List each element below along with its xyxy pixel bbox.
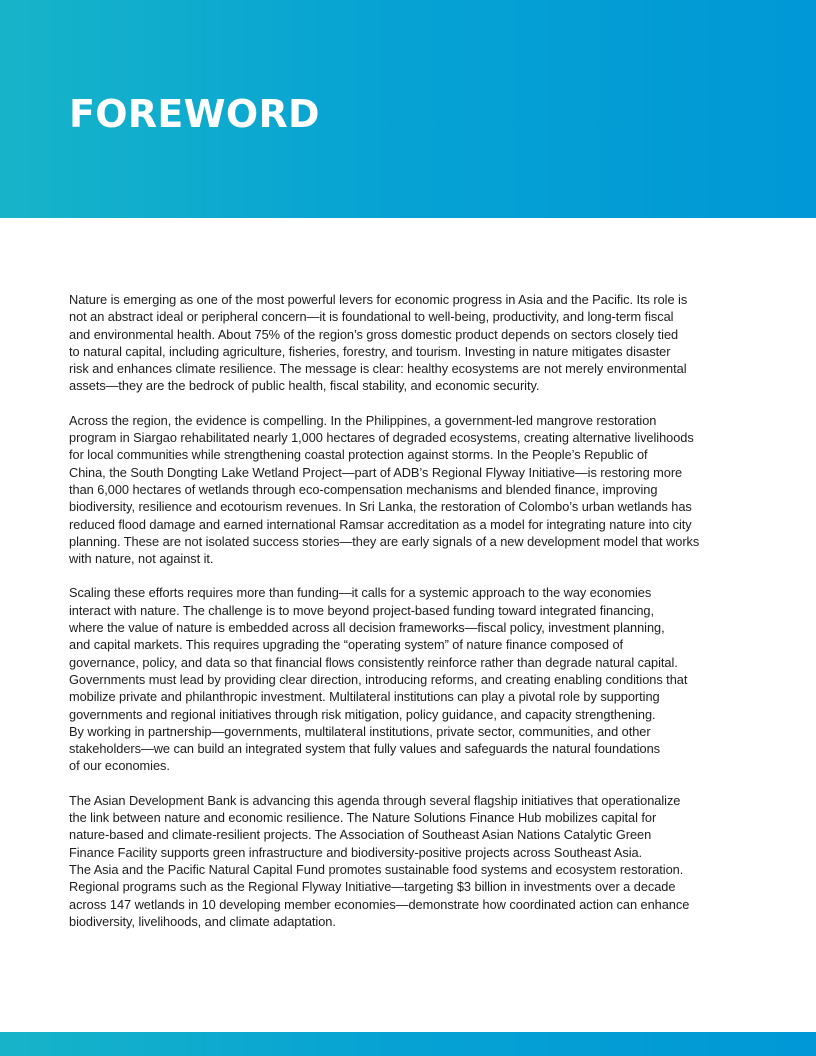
header-band (0, 0, 816, 218)
paragraph: Scaling these efforts requires more than funding—it calls for a systemic approach to the way economies interact with nature. The challenge is to move beyond project-based funding toward integrated financing, where the value of nature is embedded across all decision frameworks—fiscal policy, investment planning, and capital markets. This requires upgrading the “operating system” of nature finance composed of governance, policy, and data so that financial flows consistently reinforce rather than degrade natural capital. Governments must lead by providing clear direction, introducing reforms, and creating enabling conditions that mobilize private and philanthropic investment. Multilateral institutions can play a pivotal role by supporting governments and regional initiatives through risk mitigation, policy guidance, and capacity strengthening. By working in partnership—governments, multilateral institutions, private sector, communities, and other stakeholders—we can build an integrated system that fully values and safeguards the natural foundations of our economies. (69, 585, 688, 774)
foreword-body (69, 291, 733, 947)
paragraph: The Asian Development Bank is advancing this agenda through several flagship initiatives that operationalize the link between nature and economic resilience. The Nature Solutions Finance Hub mobilizes capital for nature-based and climate-resilient projects. The Association of Southeast Asian Nations Catalytic Green Finance Facility supports green infrastructure and biodiversity-positive projects across Southeast Asia. The Asia and the Pacific Natural Capital Fund promotes sustainable food systems and ecosystem restoration. Regional programs such as the Regional Flyway Initiative—targeting $3 billion in investments over a decade across 147 wetlands in 10 developing member economies—demonstrate how coordinated action can enhance biodiversity, livelihoods, and climate adaptation. (69, 792, 690, 929)
footer-band (0, 1032, 816, 1056)
paragraph: Across the region, the evidence is compelling. In the Philippines, a government-led mangrove restoration program in Siargao rehabilitated nearly 1,000 hectares of degraded ecosystems, creating alternative livelihoods for local communities while strengthening coastal protection against storms. In the People’s Republic of China, the South Dongting Lake Wetland Project—part of ADB’s Regional Flyway Initiative—is restoring more than 6,000 hectares of wetlands through eco-compensation mechanisms and blended finance, improving biodiversity, resilience and ecotourism revenues. In Sri Lanka, the restoration of Colombo’s urban wetlands has reduced flood damage and earned international Ramsar accreditation as a model for integrating nature into city planning. These are not isolated success stories—they are early signals of a new development model that works with nature, not against it. (69, 412, 700, 567)
paragraph: Nature is emerging as one of the most powerful levers for economic progress in Asia and the Pacific. Its role is not an abstract ideal or peripheral concern—it is foundational to well-being, productivity, and long-term fiscal and environmental health. About 75% of the region’s gross domestic product depends on sectors closely tied to natural capital, including agriculture, fisheries, forestry, and tourism. Investing in nature mitigates disaster risk and enhances climate resilience. The message is clear: healthy ecosystems are not merely environmental assets—they are the bedrock of public health, fiscal stability, and economic security. (69, 292, 688, 394)
page-title: FOREWORD (69, 92, 320, 136)
